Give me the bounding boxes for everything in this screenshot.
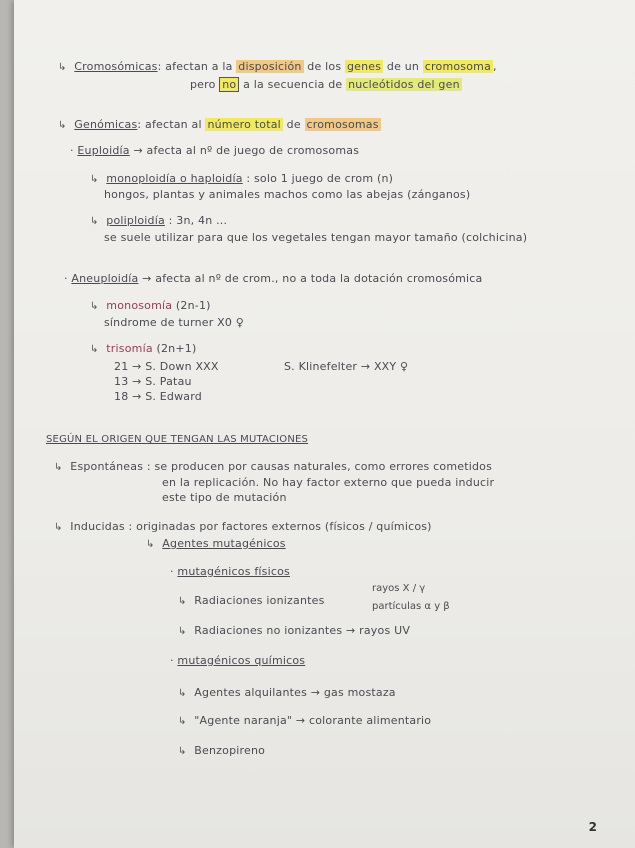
- arrow-bullet-icon: ↳: [90, 174, 99, 185]
- note-line-hongos: [104, 188, 470, 201]
- term-poliploidia: poliploidía: [106, 214, 165, 227]
- highlight-nucleotidos: nucleótidos del gen: [348, 78, 460, 91]
- text: S. Klinefelter → XXY ♀: [284, 360, 409, 373]
- note-line-edward: [114, 390, 202, 403]
- text: 13 → S. Patau: [114, 375, 192, 388]
- note-line-benzopireno: [178, 744, 265, 757]
- arrow-bullet-icon: ↳: [178, 596, 187, 607]
- text: Radiaciones no ionizantes → rayos UV: [194, 624, 411, 637]
- rays-xy: [372, 583, 425, 594]
- heading-genomicas: Genómicas: [74, 118, 138, 131]
- note-line-monosomia: [90, 299, 211, 312]
- arrow-bullet-icon: ↳: [90, 216, 99, 227]
- heading-euploidia: Euploidía: [77, 144, 130, 157]
- arrow-bullet-icon: ↳: [178, 746, 187, 757]
- page-number: 2: [588, 820, 597, 834]
- dot-bullet: ·: [70, 144, 74, 157]
- text: → afecta al nº de juego de cromosomas: [133, 144, 360, 157]
- notebook-page: [14, 0, 635, 848]
- text: pero: [190, 78, 216, 91]
- boxed-no: no: [219, 77, 239, 92]
- highlight-numero-total: número total: [207, 118, 281, 131]
- text: "Agente naranja" → colorante alimentario: [194, 714, 432, 727]
- note-line-monoploidia: [90, 172, 393, 185]
- note-line-aneuploidia: [64, 272, 483, 285]
- heading-fisicos: mutagénicos físicos: [177, 565, 290, 578]
- arrow-bullet-icon: ↳: [58, 120, 67, 131]
- arrow-bullet-icon: ↳: [54, 522, 63, 533]
- text: de un: [386, 60, 420, 73]
- note-line-agentes: [146, 537, 286, 550]
- note-line-klinefelter: [284, 360, 408, 373]
- highlight-disposicion: disposición: [238, 60, 302, 73]
- text: síndrome de turner X0 ♀: [104, 316, 245, 329]
- arrow-bullet-icon: ↳: [178, 626, 187, 637]
- text: de los: [307, 60, 342, 73]
- note-line-colchicina: [104, 231, 527, 244]
- note-line-genomicas: [58, 118, 381, 131]
- note-line-quimicos: [170, 654, 305, 667]
- text: hongos, plantas y animales machos como las abejas (zánganos): [104, 188, 471, 201]
- text: Benzopireno: [194, 744, 266, 757]
- text: en la replicación. No hay factor externo que pueda inducir: [162, 476, 495, 489]
- note-line-pero-no: [190, 78, 462, 91]
- text: afectan al: [145, 118, 202, 131]
- text: (2n-1): [175, 299, 211, 312]
- term-monosomia: monosomía: [106, 299, 173, 312]
- dot-bullet: ·: [170, 565, 174, 578]
- note-line-patau: [114, 375, 192, 388]
- note-line-inducidas: [54, 520, 432, 533]
- dot-bullet: ·: [64, 272, 68, 285]
- heading-agentes-mutagenicos: Agentes mutagénicos: [162, 537, 286, 550]
- text: 18 → S. Edward: [114, 390, 202, 403]
- note-line-espontaneas: [54, 460, 492, 473]
- note-line-tipo: [162, 491, 287, 504]
- note-line-poliploidia: [90, 214, 227, 227]
- text: a la secuencia de: [243, 78, 343, 91]
- text: partículas α y β: [372, 601, 450, 612]
- text: : se producen por causas naturales, como errores cometidos: [146, 460, 493, 473]
- note-line-fisicos: [170, 565, 290, 578]
- term-monoploidia: monoploidía o haploidía: [106, 172, 243, 185]
- text: afectan a la: [165, 60, 233, 73]
- text: ,: [493, 60, 497, 73]
- text: Agentes alquilantes → gas mostaza: [194, 686, 396, 699]
- text: (2n+1): [156, 342, 197, 355]
- text: : originadas por factores externos (físicos / químicos): [128, 520, 432, 533]
- text: : 3n, 4n ...: [168, 214, 228, 227]
- section-title: SEGÚN EL ORIGEN QUE TENGAN LAS MUTACIONES: [46, 434, 309, 445]
- arrow-bullet-icon: ↳: [178, 716, 187, 727]
- text: de: [286, 118, 301, 131]
- note-line-no-ionizantes: [178, 624, 410, 637]
- note-line-replicacion: [162, 476, 494, 489]
- separator: :: [137, 118, 142, 131]
- note-line-trisomia: [90, 342, 196, 355]
- text: → afecta al nº de crom., no a toda la dotación cromosómica: [142, 272, 483, 285]
- heading-quimicos: mutagénicos químicos: [177, 654, 306, 667]
- highlight-genes: genes: [346, 60, 382, 73]
- heading-aneuploidia: Aneuploidía: [71, 272, 139, 285]
- arrow-bullet-icon: ↳: [90, 301, 99, 312]
- arrow-bullet-icon: ↳: [178, 688, 187, 699]
- dot-bullet: ·: [170, 654, 174, 667]
- text: se suele utilizar para que los vegetales tengan mayor tamaño (colchicina): [104, 231, 528, 244]
- arrow-bullet-icon: ↳: [58, 62, 67, 73]
- note-line-alquilantes: [178, 686, 396, 699]
- term-inducidas: Inducidas: [70, 520, 125, 533]
- term-espontaneas: Espontáneas: [70, 460, 144, 473]
- note-line-cromosomicas: [58, 60, 497, 73]
- arrow-bullet-icon: ↳: [146, 539, 155, 550]
- particles-ab: [372, 601, 450, 612]
- text: rayos X / γ: [372, 583, 426, 594]
- text: : solo 1 juego de crom (n): [246, 172, 394, 185]
- note-line-down: [114, 360, 219, 373]
- text: 21 → S. Down XXX: [114, 360, 219, 373]
- text: este tipo de mutación: [162, 491, 287, 504]
- highlight-cromosoma: cromosoma: [424, 60, 492, 73]
- note-line-ionizantes: [178, 594, 325, 607]
- arrow-bullet-icon: ↳: [90, 344, 99, 355]
- note-line-naranja: [178, 714, 431, 727]
- term-trisomia: trisomía: [106, 342, 153, 355]
- text: Radiaciones ionizantes: [194, 594, 325, 607]
- heading-cromosomicas: Cromosómicas: [74, 60, 158, 73]
- section-heading-origen: [46, 434, 308, 445]
- separator: :: [157, 60, 162, 73]
- highlight-cromosomas: cromosomas: [306, 118, 379, 131]
- note-line-turner: [104, 316, 244, 329]
- note-line-euploidia: [70, 144, 359, 157]
- arrow-bullet-icon: ↳: [54, 462, 63, 473]
